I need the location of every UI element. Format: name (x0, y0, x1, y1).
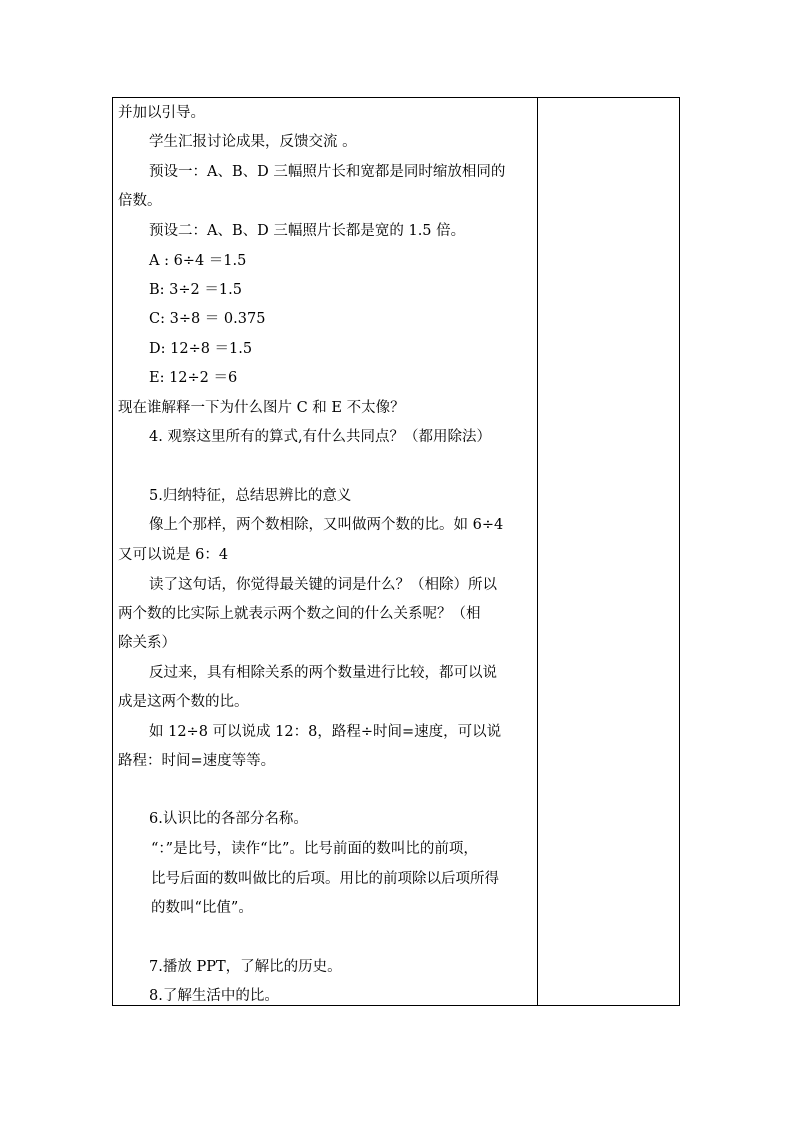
text-line: C: 3÷8 ＝ 0.375 (149, 311, 266, 327)
text-line: 预设二：A、B、D 三幅照片长都是宽的 1.5 倍。 (149, 223, 466, 239)
text-line: 4. 观察这里所有的算式,有什么共同点？（都用除法） (149, 429, 492, 445)
text-line: 预设一：A、B、D 三幅照片长和宽都是同时缩放相同的 (149, 164, 506, 180)
text-line: 6.认识比的各部分名称。 (149, 811, 308, 827)
text-line: E: 12÷2 ＝6 (149, 370, 238, 386)
column-divider (537, 97, 538, 1006)
text-line: 并加以引导。 (118, 105, 205, 121)
text-line: 路程：时间=速度等等。 (118, 753, 276, 769)
text-line: 倍数。 (118, 193, 162, 209)
text-line: 除关系） (118, 635, 176, 651)
text-line: 像上个那样，两个数相除，又叫做两个数的比。如 6÷4 (149, 517, 504, 533)
text-line: 成是这两个数的比。 (118, 694, 249, 710)
text-line: 的数叫“比值”。 (151, 900, 253, 916)
text-line: B: 3÷2 ＝1.5 (149, 282, 242, 298)
text-line: 7.播放 PPT，了解比的历史。 (149, 959, 342, 975)
text-line: “：”是比号，读作“比”。比号前面的数叫比的前项， (151, 841, 478, 857)
text-line: 现在谁解释一下为什么图片 C 和 E 不太像？ (118, 400, 405, 416)
text-line: D: 12÷8 ＝1.5 (149, 341, 253, 357)
text-line: 如 12÷8 可以说成 12：8，路程÷时间=速度，可以说 (149, 724, 502, 740)
text-line: 读了这句话，你觉得最关键的词是什么？（相除）所以 (149, 577, 497, 593)
text-line: 又可以说是 6：4 (118, 547, 229, 563)
text-line: A : 6÷4 ＝1.5 (149, 253, 247, 269)
text-line: 8.了解生活中的比。 (149, 988, 279, 1004)
text-line: 两个数的比实际上就表示两个数之间的什么关系呢？（相 (118, 606, 481, 622)
text-line: 学生汇报讨论成果，反馈交流 。 (149, 134, 357, 150)
text-line: 比号后面的数叫做比的后项。用比的前项除以后项所得 (151, 871, 499, 887)
text-line: 5.归纳特征，总结思辨比的意义 (149, 488, 352, 504)
text-line: 反过来，具有相除关系的两个数量进行比较，都可以说 (149, 665, 497, 681)
